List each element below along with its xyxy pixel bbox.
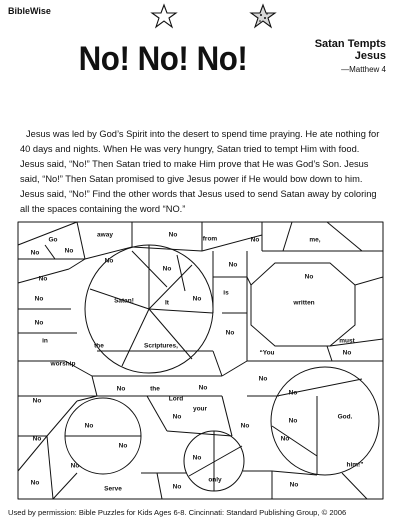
puzzle-word[interactable]: the: [94, 342, 104, 350]
puzzle-word[interactable]: No: [34, 295, 44, 303]
puzzle-word[interactable]: No: [198, 384, 208, 392]
worksheet-title: No! No! No!: [78, 40, 248, 78]
puzzle-word[interactable]: only: [208, 476, 222, 484]
scripture-reference: —Matthew 4: [341, 65, 386, 74]
puzzle-word[interactable]: in: [42, 337, 48, 345]
puzzle-word[interactable]: No: [288, 389, 298, 397]
puzzle-word[interactable]: No: [228, 261, 238, 269]
puzzle-word[interactable]: him!”: [346, 461, 364, 469]
puzzle-word[interactable]: No: [225, 329, 235, 337]
stars-decoration: [150, 2, 285, 36]
puzzle-word[interactable]: No: [288, 417, 298, 425]
subtitle-line-1: Satan Tempts: [314, 38, 386, 50]
puzzle-word[interactable]: No: [32, 397, 42, 405]
puzzle-word[interactable]: Serve: [104, 485, 122, 493]
puzzle-word[interactable]: No: [192, 454, 202, 462]
puzzle-word[interactable]: It: [165, 299, 169, 307]
puzzle-word[interactable]: No: [30, 249, 40, 257]
puzzle-word[interactable]: your: [192, 405, 208, 413]
puzzle-word[interactable]: Lord: [168, 395, 184, 403]
star-outline-icon: [152, 5, 176, 27]
puzzle-word[interactable]: No: [84, 422, 94, 430]
puzzle-word[interactable]: worship: [50, 360, 76, 368]
story-paragraph: Jesus was led by God’s Spirit into the desert to spend time praying. He ate nothing for 40 days and nights. When He was very hungry, Satan tried to tempt Him with food. Jesus said, “No!” Then Satan tried to make Him prove that He was God’s Son. Jesus said, “No!” Then Satan promised to give Jesus power if He would bow down to him. Jesus said, “No!” Find the other words that Jesus used to send Satan away by coloring all the spaces containing the word “NO.”: [20, 129, 380, 214]
puzzle-word[interactable]: No: [168, 231, 178, 239]
puzzle-word[interactable]: “You: [259, 349, 275, 357]
puzzle-word[interactable]: No: [342, 349, 352, 357]
puzzle-word[interactable]: me,: [309, 236, 321, 244]
puzzle-word[interactable]: No: [192, 295, 202, 303]
puzzle-word[interactable]: No: [34, 319, 44, 327]
puzzle-word[interactable]: No: [70, 462, 80, 470]
star-speckled-icon: [251, 5, 275, 27]
puzzle-word[interactable]: No: [104, 257, 114, 265]
puzzle-word[interactable]: No: [304, 273, 314, 281]
puzzle-word[interactable]: Go: [48, 236, 58, 244]
brand-logo: BibleWise: [8, 6, 51, 16]
puzzle-word[interactable]: the: [150, 385, 160, 393]
puzzle-word[interactable]: No: [172, 413, 182, 421]
puzzle-word[interactable]: No: [172, 483, 182, 491]
puzzle-word[interactable]: away: [97, 231, 113, 239]
puzzle-word[interactable]: No: [116, 385, 126, 393]
color-by-word-puzzle[interactable]: [17, 221, 384, 500]
puzzle-word[interactable]: from: [202, 235, 218, 243]
puzzle-word[interactable]: God.: [337, 413, 353, 421]
puzzle-word[interactable]: No: [118, 442, 128, 450]
puzzle-word[interactable]: is: [223, 289, 229, 297]
subtitle-line-2: Jesus: [354, 50, 386, 62]
puzzle-word[interactable]: No: [240, 422, 250, 430]
puzzle-word[interactable]: No: [289, 481, 299, 489]
puzzle-word[interactable]: No: [280, 435, 290, 443]
puzzle-word[interactable]: No: [162, 265, 172, 273]
copyright-credit: Used by permission: Bible Puzzles for Kids Ages 6-8. Cincinnati: Standard Publishing Group, © 2006: [8, 508, 347, 517]
puzzle-word[interactable]: No: [38, 275, 48, 283]
puzzle-word[interactable]: No: [32, 435, 42, 443]
lesson-subtitle: [315, 38, 386, 62]
puzzle-word[interactable]: Satan!: [114, 297, 134, 305]
puzzle-word[interactable]: must: [339, 337, 355, 345]
puzzle-word[interactable]: No: [64, 247, 74, 255]
puzzle-word[interactable]: written: [293, 299, 315, 307]
puzzle-word[interactable]: No: [30, 479, 40, 487]
puzzle-word[interactable]: No: [258, 375, 268, 383]
puzzle-word[interactable]: No: [250, 236, 260, 244]
puzzle-word[interactable]: Scriptures,: [144, 342, 178, 350]
